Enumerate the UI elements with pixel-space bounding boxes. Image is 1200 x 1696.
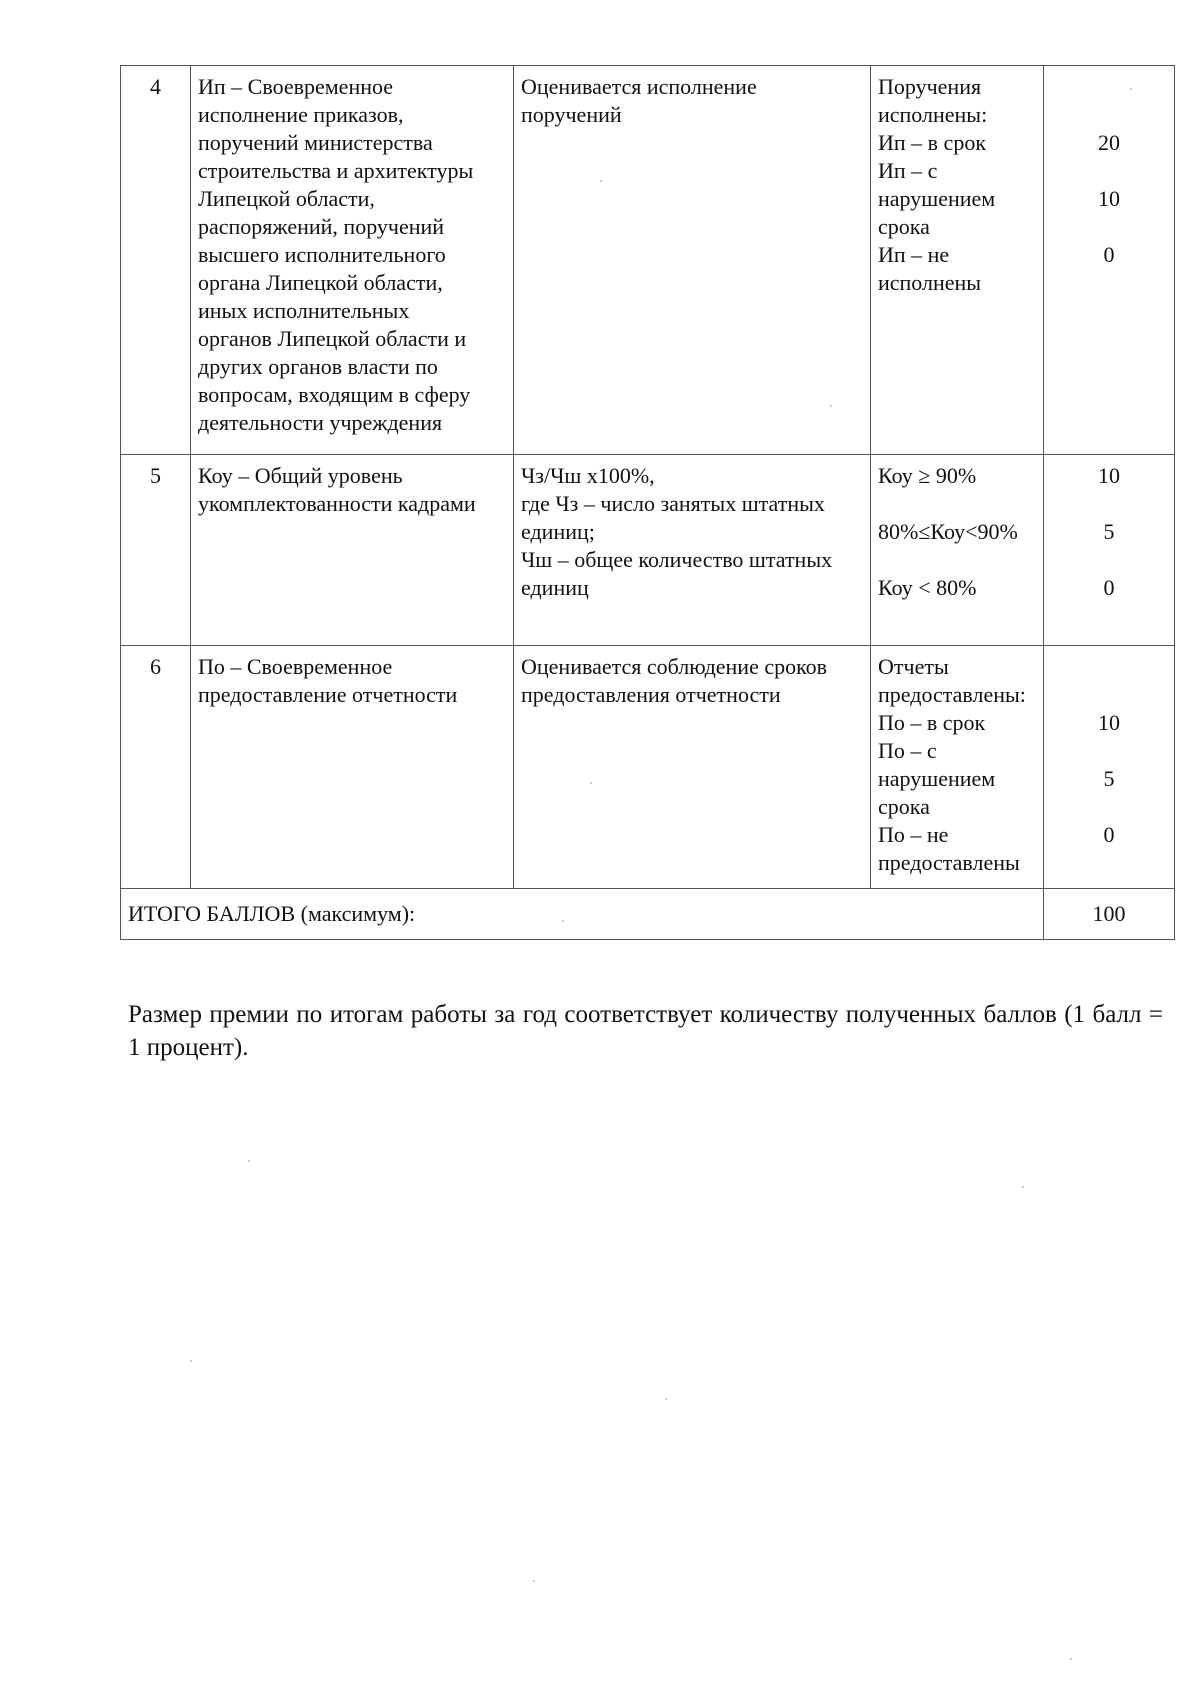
cell-line: предоставление отчетности [198,682,458,707]
cell-line: предоставлены: [878,682,1026,707]
total-label: ИТОГО БАЛЛОВ (максимум): [121,889,1044,940]
line-spacer [878,546,1036,574]
method-cell [514,455,871,646]
cell-line: 20 [1098,130,1120,155]
scan-speck [533,1580,535,1582]
cell-line: срока [878,794,930,819]
cell-line: укомплектованности кадрами [198,491,476,516]
cell-line: 5 [1103,519,1115,544]
line-spacer [1051,681,1167,709]
points-cell [1044,646,1175,889]
cell-line: 10 [1098,186,1120,211]
cell-line: Ип – в срок [878,130,987,155]
method-cell [514,646,871,889]
cell-line: нарушением [878,186,996,211]
cell-line: исполнены: [878,102,988,127]
cell-line: единиц [521,575,589,600]
total-row [121,889,1175,940]
cell-line: органов Липецкой области и [198,326,467,351]
cell-line: Коу < 80% [878,575,977,600]
cell-line: иных исполнительных [198,298,410,323]
cell-line: Ип – с [878,158,938,183]
row-number: 6 [121,646,191,889]
table-row [121,66,1175,455]
cell-line: 0 [1103,575,1115,600]
line-spacer [1051,213,1167,241]
row-number: 4 [121,66,191,455]
scan-speck [1022,1186,1024,1188]
table-row [121,455,1175,646]
cell-line: нарушением [878,766,996,791]
cell-line: 10 [1098,463,1120,488]
cell-line: Коу – Общий уровень [198,463,403,488]
total-value: 100 [1044,889,1175,940]
scan-speck [1070,1658,1072,1660]
line-spacer [1051,793,1167,821]
cell-line: распоряжений, поручений [198,214,445,239]
cell-line: 0 [1103,242,1115,267]
points-cell [1044,66,1175,455]
scan-speck [590,782,592,784]
cell-line: срока [878,214,930,239]
cell-line: Чш – общее количество штатных [521,547,833,572]
cell-line: предоставления отчетности [521,682,781,707]
criterion-cell [191,646,514,889]
cell-line: Липецкой области, [198,186,375,211]
cell-line: строительства и архитектуры [198,158,474,183]
line-spacer [1051,653,1167,681]
cell-line: 80%≤Коу<90% [878,519,1018,544]
scan-speck [1130,88,1132,90]
scan-speck [600,180,602,182]
cell-line: вопросам, входящим в сферу [198,382,471,407]
cell-line: деятельности учреждения [198,410,443,435]
cell-line: Чз/Чш х100%, [521,463,655,488]
condition-cell [871,646,1044,889]
criterion-cell [191,66,514,455]
line-spacer [1051,73,1167,101]
cell-line: Поручения [878,74,982,99]
points-cell [1044,455,1175,646]
cell-line: исполнены [878,270,982,295]
cell-line: других органов власти по [198,354,438,379]
cell-line: где Чз – число занятых штатных [521,491,825,516]
line-spacer [1051,157,1167,185]
cell-line: Отчеты [878,654,949,679]
line-spacer [1051,546,1167,574]
line-spacer [1051,737,1167,765]
cell-line: 10 [1098,710,1120,735]
cell-line: поручений министерства [198,130,433,155]
cell-line: высшего исполнительного [198,242,446,267]
cell-line: По – в срок [878,710,986,735]
cell-line: предоставлены [878,850,1020,875]
bonus-paragraph: Размер премии по итогам работы за год соответствует количеству полученных баллов (1 балл = 1 процент). [128,1001,1163,1061]
line-spacer [1051,101,1167,129]
cell-line: Коу ≥ 90% [878,463,977,488]
table-row [121,646,1175,889]
cell-line: По – Своевременное [198,654,393,679]
cell-line: органа Липецкой области, [198,270,443,295]
cell-line: По – с [878,738,937,763]
scan-speck [190,1360,192,1362]
cell-line: поручений [521,102,622,127]
scan-speck [562,920,564,922]
line-spacer [1051,490,1167,518]
line-spacer [878,490,1036,518]
row-number: 5 [121,455,191,646]
cell-line: Ип – Своевременное [198,74,394,99]
cell-line: Оценивается соблюдение сроков [521,654,828,679]
scan-speck [665,1398,667,1400]
condition-cell [871,66,1044,455]
scan-speck [248,1160,250,1162]
cell-line: Ип – не [878,242,950,267]
cell-line: единиц; [521,519,595,544]
criterion-cell [191,455,514,646]
cell-line: По – не [878,822,949,847]
criteria-table [120,65,1175,940]
method-cell [514,66,871,455]
scan-speck [830,405,832,407]
cell-line: исполнение приказов, [198,102,404,127]
cell-line: 0 [1103,822,1115,847]
cell-line: Оценивается исполнение [521,74,757,99]
condition-cell [871,455,1044,646]
cell-line: 5 [1103,766,1115,791]
